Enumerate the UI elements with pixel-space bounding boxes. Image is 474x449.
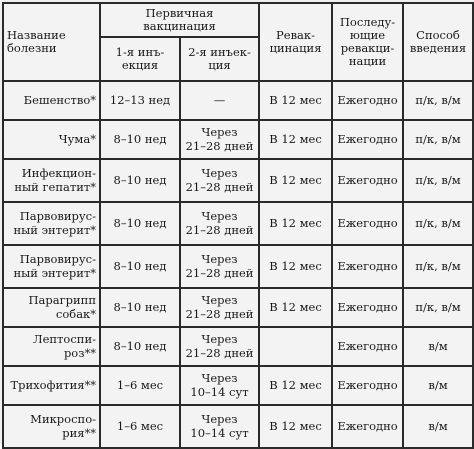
revaccination-cell: В 12 мес xyxy=(259,120,332,159)
header-row-main xyxy=(3,3,473,37)
subsequent-cell: Ежегодно xyxy=(332,81,403,120)
second-injection-cell xyxy=(180,81,259,120)
table-row xyxy=(3,366,473,405)
table-row xyxy=(3,245,473,288)
second-injection-line-1: Через xyxy=(201,332,238,347)
header-first-injection-line-2: екция xyxy=(121,58,159,72)
disease-cell xyxy=(3,366,100,405)
table-row xyxy=(3,327,473,366)
header-subsequent-line-2: ющие xyxy=(349,27,386,42)
method-cell: п/к, в/м xyxy=(403,288,473,327)
disease-cell xyxy=(3,327,100,366)
disease-line-2: рия** xyxy=(62,425,96,440)
second-injection-cell xyxy=(180,202,259,245)
method-cell: в/м xyxy=(403,366,473,405)
disease-cell xyxy=(3,202,100,245)
subsequent-cell: Ежегодно xyxy=(332,159,403,202)
subsequent-cell: Ежегодно xyxy=(332,327,403,366)
header-subsequent-line-1: Последу- xyxy=(339,14,396,29)
first-injection-cell xyxy=(100,245,180,288)
revaccination-cell: В 12 мес xyxy=(259,288,332,327)
second-injection-line-2: 21–28 дней xyxy=(185,222,254,237)
method-cell: п/к, в/м xyxy=(403,159,473,202)
second-injection-line-2: 21–28 дней xyxy=(185,345,254,360)
second-injection-line-2: 21–28 дней xyxy=(185,179,254,194)
first-injection-line: 12–13 нед xyxy=(109,92,171,107)
header-first-injection-line-1: 1-я инъ- xyxy=(115,44,165,59)
disease-line-2: собак* xyxy=(55,306,96,321)
second-injection-line-2: 10–14 сут xyxy=(190,425,249,440)
second-injection-line-1: Через xyxy=(201,166,238,181)
disease-line-2: ный энтерит* xyxy=(13,265,96,280)
first-injection-cell xyxy=(100,120,180,159)
first-injection-cell xyxy=(100,81,180,120)
header-subsequent-line-4: нации xyxy=(348,54,387,69)
header-primary-vaccination xyxy=(100,3,259,37)
first-injection-line: 8–10 нед xyxy=(113,338,167,353)
vaccination-schedule-table xyxy=(2,2,474,449)
header-subsequent-revaccinations xyxy=(332,3,403,81)
first-injection-line: 8–10 нед xyxy=(113,131,167,146)
subsequent-cell: Ежегодно xyxy=(332,366,403,405)
revaccination-cell: В 12 мес xyxy=(259,405,332,448)
disease-line-1: Инфекцион- xyxy=(21,166,96,181)
second-injection-line: — xyxy=(213,92,226,107)
second-injection-line-1: Через xyxy=(201,412,238,427)
revaccination-cell: В 12 мес xyxy=(259,159,332,202)
revaccination-cell: В 12 мес xyxy=(259,202,332,245)
second-injection-line-1: Через xyxy=(201,293,238,308)
second-injection-cell xyxy=(180,288,259,327)
disease-line-1: Парвовирус- xyxy=(19,209,96,224)
header-disease-line-1: Название xyxy=(7,27,66,42)
second-injection-line-2: 21–28 дней xyxy=(185,265,254,280)
second-injection-cell xyxy=(180,159,259,202)
revaccination-cell: В 12 мес xyxy=(259,245,332,288)
header-administration-method xyxy=(403,3,473,81)
subsequent-cell: Ежегодно xyxy=(332,405,403,448)
disease-cell xyxy=(3,245,100,288)
header-subsequent-line-3: ревакци- xyxy=(340,41,395,55)
subsequent-cell: Ежегодно xyxy=(332,288,403,327)
first-injection-line: 8–10 нед xyxy=(113,172,167,187)
disease-line-1: Микроспо- xyxy=(30,412,96,427)
second-injection-line-1: Через xyxy=(201,125,238,140)
disease-line: Бешенство* xyxy=(23,92,96,107)
header-revaccination-line-2: цинация xyxy=(269,41,322,55)
first-injection-line: 8–10 нед xyxy=(113,215,167,230)
second-injection-line-2: 21–28 дней xyxy=(185,306,254,321)
table-row xyxy=(3,120,473,159)
second-injection-cell xyxy=(180,120,259,159)
method-cell: п/к, в/м xyxy=(403,81,473,120)
table-row xyxy=(3,288,473,327)
first-injection-cell xyxy=(100,366,180,405)
method-cell: в/м xyxy=(403,405,473,448)
second-injection-line-1: Через xyxy=(201,252,238,267)
revaccination-cell: В 12 мес xyxy=(259,366,332,405)
second-injection-line-2: 10–14 сут xyxy=(190,384,249,399)
disease-cell xyxy=(3,81,100,120)
header-revaccination-line-1: Ревак- xyxy=(276,27,315,42)
disease-cell xyxy=(3,120,100,159)
second-injection-line-2: 21–28 дней xyxy=(185,138,254,153)
method-cell: в/м xyxy=(403,327,473,366)
subsequent-cell: Ежегодно xyxy=(332,120,403,159)
header-primary-line-1: Первичная xyxy=(145,5,214,20)
header-primary-line-2: вакцинация xyxy=(143,19,216,33)
second-injection-cell xyxy=(180,327,259,366)
subsequent-cell: Ежегодно xyxy=(332,245,403,288)
method-cell: п/к, в/м xyxy=(403,245,473,288)
header-disease-line-2: болезни xyxy=(7,41,57,55)
disease-line-2: роз** xyxy=(63,345,96,360)
second-injection-line-1: Через xyxy=(201,371,238,386)
header-second-injection-line-1: 2-я инъек- xyxy=(188,44,251,59)
method-cell: п/к, в/м xyxy=(403,202,473,245)
disease-line-2: ный энтерит* xyxy=(13,222,96,237)
first-injection-line: 1–6 мес xyxy=(116,377,164,392)
first-injection-line: 8–10 нед xyxy=(113,258,167,273)
disease-line: Чума* xyxy=(58,131,96,146)
second-injection-cell xyxy=(180,245,259,288)
disease-line-2: ный гепатит* xyxy=(14,179,96,194)
method-cell: п/к, в/м xyxy=(403,120,473,159)
disease-line-1: Парвовирус- xyxy=(19,252,96,267)
first-injection-cell xyxy=(100,202,180,245)
revaccination-cell xyxy=(259,327,332,366)
subsequent-cell: Ежегодно xyxy=(332,202,403,245)
header-disease xyxy=(3,3,100,81)
header-revaccination xyxy=(259,3,332,81)
table-row xyxy=(3,405,473,448)
disease-line: Трихофития** xyxy=(10,377,96,392)
disease-cell xyxy=(3,288,100,327)
first-injection-cell xyxy=(100,405,180,448)
first-injection-cell xyxy=(100,327,180,366)
header-second-injection-line-2: ция xyxy=(208,58,231,72)
disease-cell xyxy=(3,159,100,202)
second-injection-cell xyxy=(180,366,259,405)
first-injection-cell xyxy=(100,159,180,202)
first-injection-line: 8–10 нед xyxy=(113,299,167,314)
table-row xyxy=(3,202,473,245)
header-second-injection xyxy=(180,37,259,81)
disease-line-1: Лептоспи- xyxy=(32,332,96,347)
revaccination-cell: В 12 мес xyxy=(259,81,332,120)
disease-cell xyxy=(3,405,100,448)
header-method-line-2: введения xyxy=(409,41,467,55)
second-injection-line-1: Через xyxy=(201,209,238,224)
first-injection-line: 1–6 мес xyxy=(116,418,164,433)
first-injection-cell xyxy=(100,288,180,327)
header-method-line-1: Способ xyxy=(416,27,460,42)
disease-line-1: Парагрипп xyxy=(28,293,96,308)
header-first-injection xyxy=(100,37,180,81)
second-injection-cell xyxy=(180,405,259,448)
table-row xyxy=(3,81,473,120)
table-row xyxy=(3,159,473,202)
